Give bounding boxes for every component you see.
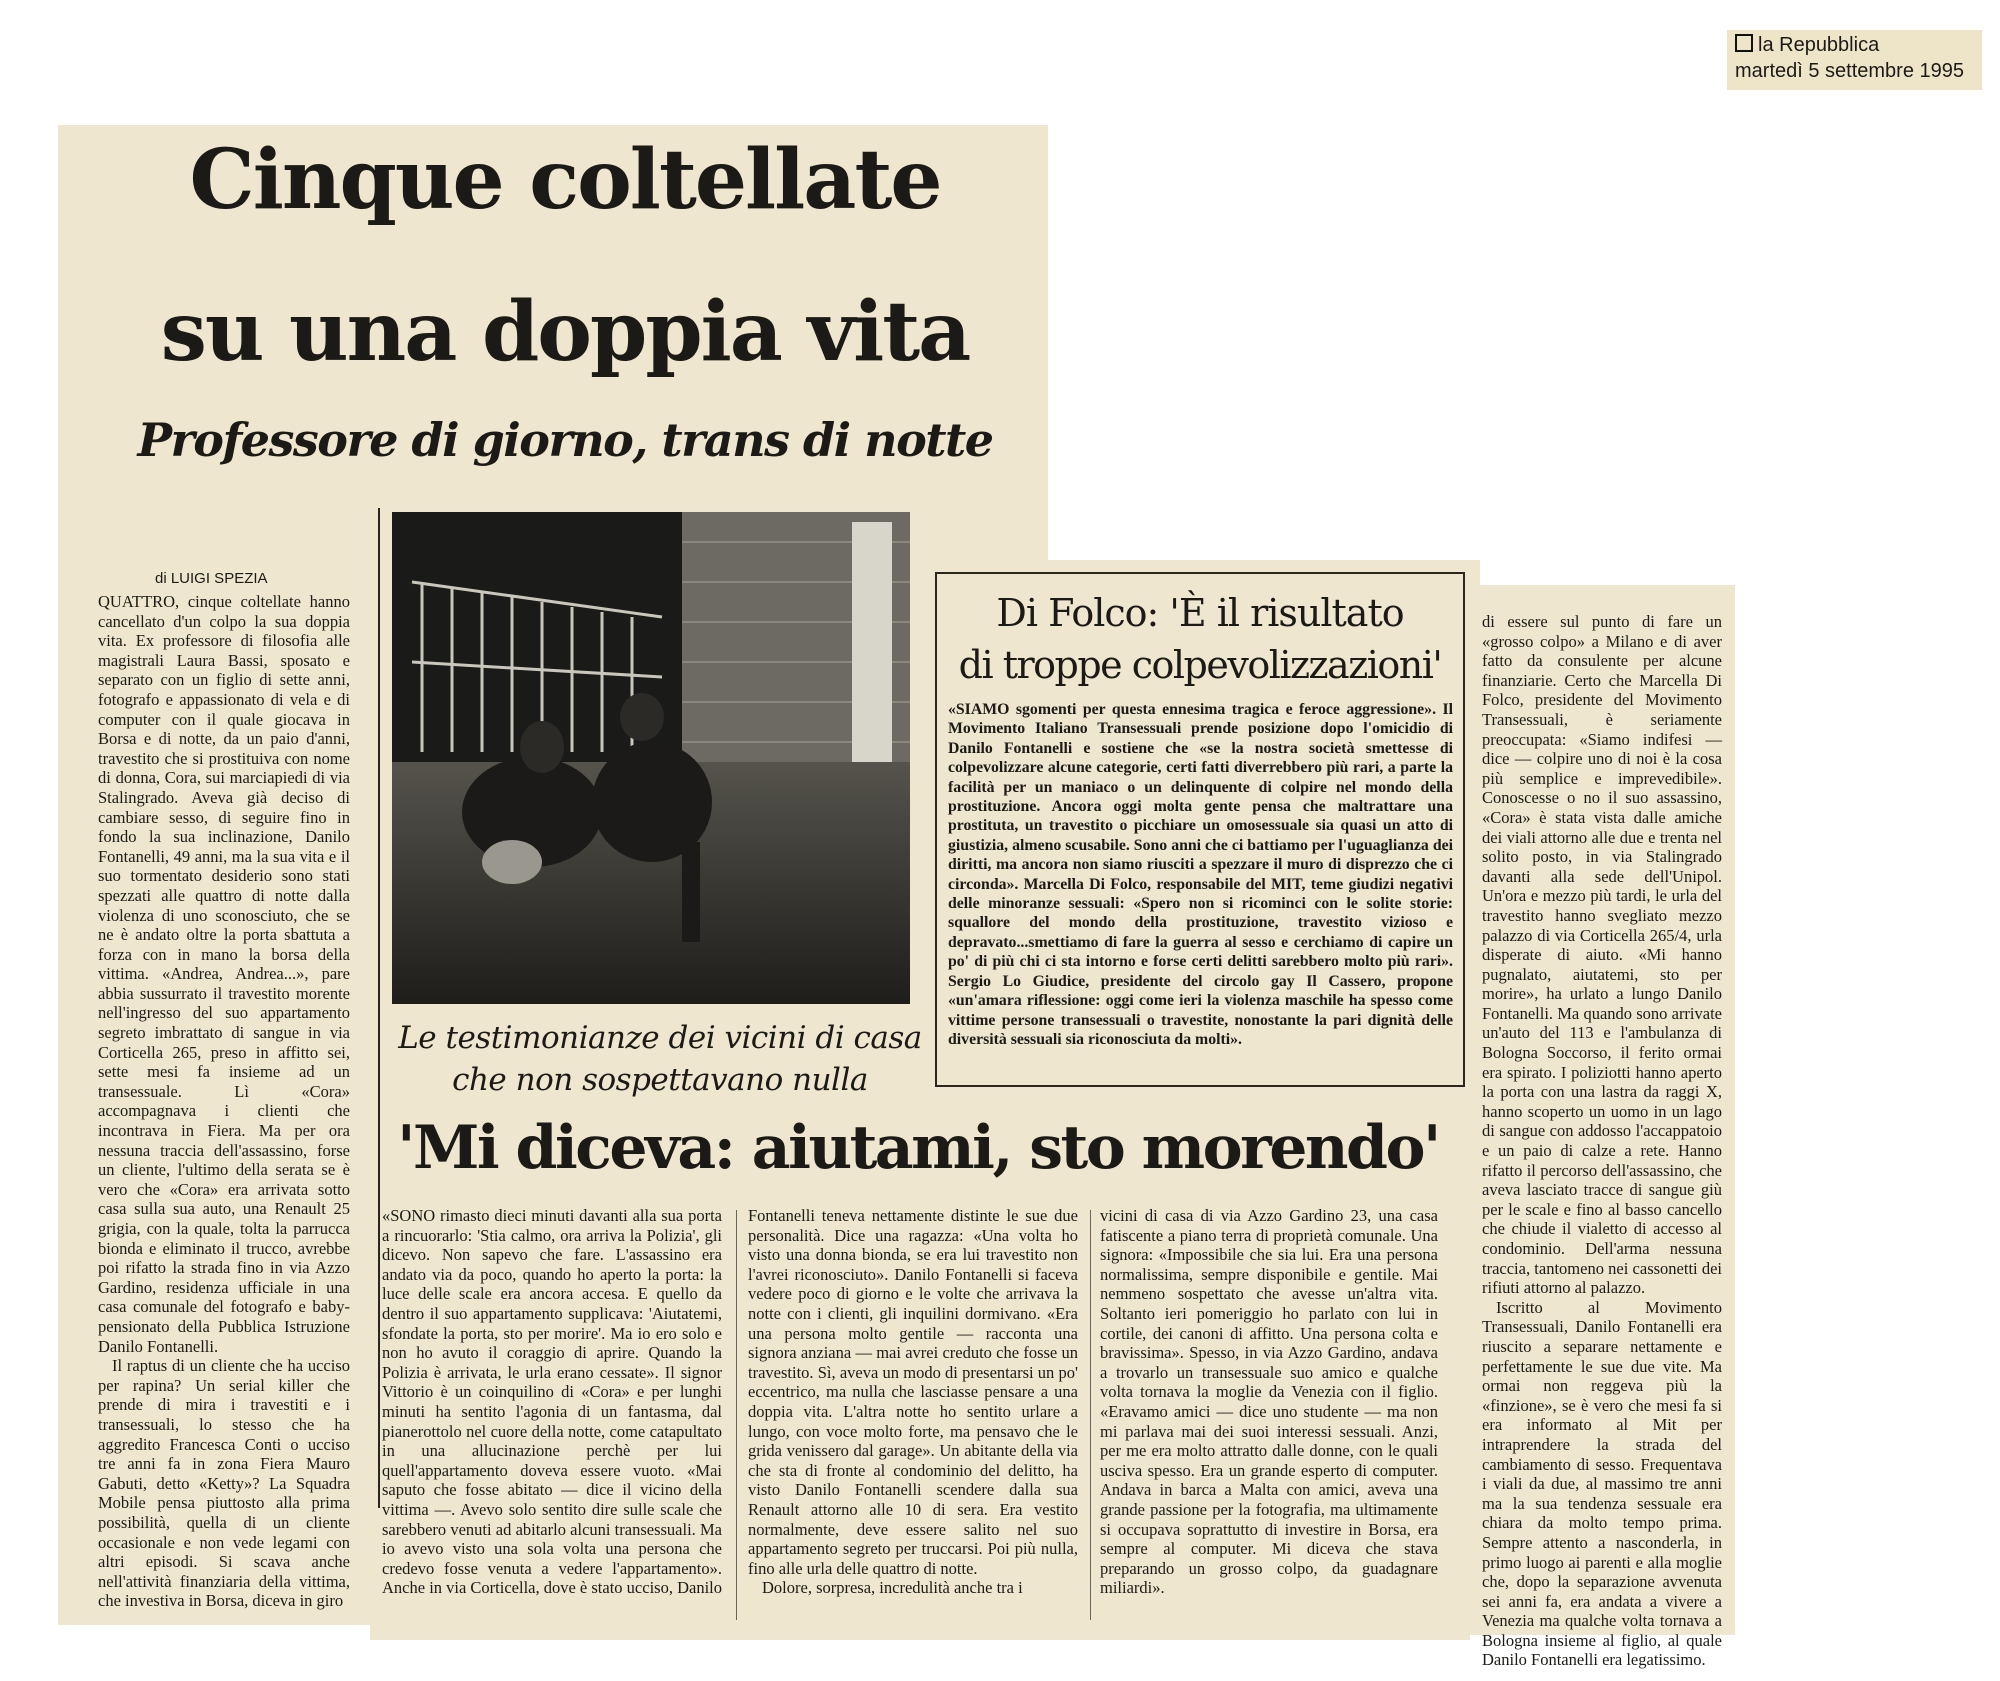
right-column-paragraph-1: di essere sul punto di fare un «grosso colpo» a Milano e di aver fatto da consulente per alcune finanziarie. Certo che Marcella Di Folco, presidente del Movimento Transessuali, è seriamente preoccupata: «Siamo indifesi — dice — colpire uno di noi è la cosa più semplice e imprevedibile». Conoscesse o no il suo assassino, «Cora» è stata vista dalle amiche dei viali attorno alle due e trenta nel solito posto, in via Stalingrado davanti alla sede dell'Unipol. Un'ora e mezzo più tardi, le urla del travestito hanno svegliato mezzo palazzo di via Corticella 265/4, urla disperate di aiuto. «Mi hanno pugnalato, aiutatemi, sto per morire», ha urlato a lungo Danilo Fontanelli. Ma quando sono arrivate un'auto del 113 e l'ambulanza di Bologna Soccorso, il ferito ormai era spirato. I poliziotti hanno aperto la porta con una lastra da raggi X, hanno scoperto un uomo in un lago di sangue con addosso l'accappatoio e un paio di calze a rete. Hanno rifatto il percorso dell'assassino, che aveva lasciato tracce di sangue giù per le scale e fino al basso cancello che chiude il vialetto di accesso al condominio. Dell'arma nessuna traccia, tantomeno nei cassonetti dei rifiuti attorno al palazzo. [1482, 612, 1722, 1298]
second-article-kicker-line2: che non sospettavano nulla [452, 1062, 868, 1098]
main-headline-line1: Cinque coltellate [189, 132, 941, 228]
newspaper-name: la Repubblica [1758, 34, 1880, 56]
second-article-column-3: vicini di casa di via Azzo Gardino 23, una casa fatiscente a piano terra di proprietà comunale. Una signora: «Impossibile che sia lui. Era una persona normalissima, sempre disponibile e gentile. Mai nemmeno sospettato che avesse un'altra vita. Soltanto ieri pomeriggio ho parlato con lui in cortile, dei canoni di affitto. Una persona colta e bravissima». Spesso, in via Azzo Gardino, andava a trovarlo un transessuale suo amico e qualche volta tornava la moglie da Venezia con il figlio. «Eravamo amici — dice uno studente — ma non mi parlava mai dei suoi interessi sessuali. Anzi, per me era molto attratto dalle donne, con le quali usciva spesso. Era un grande esperto di computer. Andava in barca a Malta con amici, aveva una grande passione per la fotografia, ma ultimamente si occupava soprattutto di investire in Borsa, era sempre al computer. Mi diceva che stava preparando un grosso colpo, da guadagnare miliardi». [1100, 1206, 1438, 1598]
second-article-column-2-tail: Dolore, sorpresa, incredulità anche tra i [762, 1578, 1023, 1598]
column-rule-3 [1090, 1210, 1091, 1620]
main-article-paragraph-1: QUATTRO, cinque coltellate hanno cancellato d'un colpo la sua doppia vita. Ex professore di filosofia alle magistrali Laura Bassi, sposato e separato con un figlio di sette anni, fotografo e appassionato di vela e di computer con il quale giocava in Borsa e di notte, da un paio d'anni, travestito che si prostituiva con nome di donna, Cora, sui marciapiedi di via Stalingrado. Aveva già deciso di cambiare sesso, di seguire fino in fondo la sua inclinazione, Danilo Fontanelli, 49 anni, ma la sua vita e il suo tormentato desiderio sono stati spezzati alle quattro di notte dalla violenza di uno sconosciuto, che se ne è andato oltre la porta sbattuta a forza con in mano la borsa della vittima. «Andrea, Andrea...», pare abbia sussurrato il travestito morente nell'ingresso del suo appartamento segreto imbrattato di sangue in via Corticella 265, preso in affitto sei, sette mesi fa insieme ad un transessuale. Lì «Cora» accompagnava i clienti che incontrava in Fiera. Ma per ora nessuna traccia dell'assassino, forse un cliente, l'ultimo della serata se è vero che «Cora» era arrivata sotto casa sulla sua auto, una Renault 25 grigia, con la quale, tolta la parrucca bionda e eliminato il trucco, avrebbe poi rifatto la strada fino in via Azzo Gardino, residenza ufficiale in una casa comunale del fotografo e baby-pensionato della Pubblica Istruzione Danilo Fontanelli. [98, 592, 350, 1356]
second-article-column-2-text: Fontanelli teneva nettamente distinte le sue due personalità. Dice una ragazza: «Una volta ho visto una donna bionda, se era lui travestito non l'avrei riconosciuto». Danilo Fontanelli si faceva vedere poco di giorno e le volte che arrivava la notte con i clienti, gli inquilini dormivano. «Era una persona molto gentile — racconta una signora anziana — mai avrei creduto che fosse un travestito. Sì, aveva un modo di presentarsi un po' eccentrico, ma nulla che lasciasse pensare a una doppia vita. L'altra notte ho sentito urlare a lungo, con voce molto forte, ma pensavo che le grida venissero dal garage». Un abitante della via che sta di fronte al condominio del delitto, ha visto Danilo Fontanelli scendere dalla sua Renault attorno alle 10 di sera. Era vestito normalmente, deve essere salito nel suo appartamento segreto per truccarsi. Poi più nulla, fino alle urla delle quattro di notte. [748, 1206, 1078, 1578]
boxed-headline-line1: Di Folco: 'È il risultato [996, 591, 1404, 635]
checkbox-icon [1735, 34, 1753, 52]
publication-date: martedì 5 settembre 1995 [1735, 60, 1965, 82]
byline: di LUIGI SPEZIA [155, 570, 268, 587]
second-article-column-1: «SONO rimasto dieci minuti davanti alla sua porta a rincuorarlo: 'Stia calmo, ora arriva la Polizia', gli dicevo. Non sapevo che fare. L'assassino era andato via da poco, quando ho aperto la porta: la luce delle scale era ancora accesa. E quello da dentro il suo appartamento supplicava: 'Aiutatemi, sfondate la porta, sto per morire'. Ma io ero solo e non ho avuto il coraggio di aprire. Quando la Polizia è arrivata, le urla erano cessate». Il signor Vittorio è un coinquilino di «Cora» e per lunghi minuti ha sentito l'agonia di un fantasma, dal pianerottolo nel cuore della notte, come catapultato in una allucinazione perchè per lui quell'appartamento doveva essere vuoto. «Mai saputo che fosse abitato — dice il vicino della vittima —. Avevo solo sentito dire sulle scale che sarebbero venuti ad abitarlo alcuni transessuali. Ma io avevo visto una sola volta una persona che credevo fosse venuta a vedere l'appartamento». Anche in via Corticella, dove è stato ucciso, Danilo [382, 1206, 722, 1598]
second-article-kicker-line1: Le testimonianze dei vicini di casa [398, 1020, 922, 1056]
second-article-headline: 'Mi diceva: aiutami, sto morendo' [397, 1113, 1439, 1183]
main-subtitle: Professore di giorno, trans di notte [137, 413, 993, 467]
right-column-paragraph-2: Iscritto al Movimento Transessuali, Danilo Fontanelli era riuscito a separare nettamente e perfettamente le sue due vite. Ma ormai non reggeva più la «finzione», se è vero che mesi fa si era informato al Mit per intraprendere la strada del cambiamento di sesso. Frequentava i viali da due, al massimo tre anni ma la sua tendenza sessuale era chiara da molto tempo prima. Sempre attento a nasconderla, in primo luogo ai parenti e alla moglie che, dopo la separazione avvenuta sei anni fa, era andata a vivere a Venezia ma qualche volta tornava a Bologna insieme al figlio, al quale Danilo Fontanelli era legatissimo. [1482, 1297, 1722, 1670]
second-article-column-2 [748, 1206, 1078, 1626]
boxed-headline-line2: di troppe colpevolizzazioni' [958, 643, 1442, 687]
column-rule [378, 508, 380, 1508]
masthead-label [1727, 30, 1982, 90]
boxed-article-body: «SIAMO sgomenti per questa ennesima tragica e feroce aggressione». Il Movimento Italiano Transessuali prende posizione dopo l'omicidio di Danilo Fontanelli e sostiene che «se la nostra società smettesse di colpevolizzare alcune categorie, certi fatti diverrebbero più rari, a parte la facilità per un maniaco o un delinquente di colpire nel mondo della prostituzione. Ancora oggi molta gente pensa che maltrattare una prostituta, un travestito o picchiare un omosessuale sia quasi un atto di giustizia, almeno scusabile. Sono anni che ci battiamo per l'uguaglianza dei diritti, ma ancora non siamo riusciti a spezzare il muro di disprezzo che ci circonda». Marcella Di Folco, responsabile del MIT, teme giudizi negativi delle minoranze sessuali: «Spero non si ricominci con le solite storie: squallore del mondo della prostituzione, travestito vizioso e depravato...smettiamo di fare la guerra al sesso e cerchiamo di capire un po' di più chi ci sta intorno e forse certi delitti sarebbero molto più rari». Sergio Lo Giudice, presidente del circolo gay Il Cassero, propone «un'amara riflessione: oggi come ieri la violenza maschile ha spesso come vittime persone transessuali o travestite, nonostante la pari dignità delle diversità sessuali sia riconosciuta da molti». [948, 701, 1453, 1048]
column-rule-2 [736, 1210, 737, 1620]
night-scene-photo-icon [392, 512, 910, 1004]
main-article-paragraph-2: Il raptus di un cliente che ha ucciso per rapina? Un serial killer che prende di mira i travestiti e i transessuali, lo stesso che ha aggredito Francesca Conti o ucciso tre anni fa in zona Fiera Mauro Gabuti, detto «Ketty»? La Squadra Mobile pensa piuttosto alla prima possibilità, quella di un cliente occasionale e non vede legami con altri episodi. Si scava anche nell'attività finanziaria della vittima, che investiva in Borsa, diceva in giro [98, 1356, 350, 1611]
news-photo [392, 512, 910, 1004]
main-headline-line2: su una doppia vita [160, 284, 970, 380]
main-article-right-column [1482, 612, 1722, 1670]
main-article-column-1 [98, 592, 350, 1622]
